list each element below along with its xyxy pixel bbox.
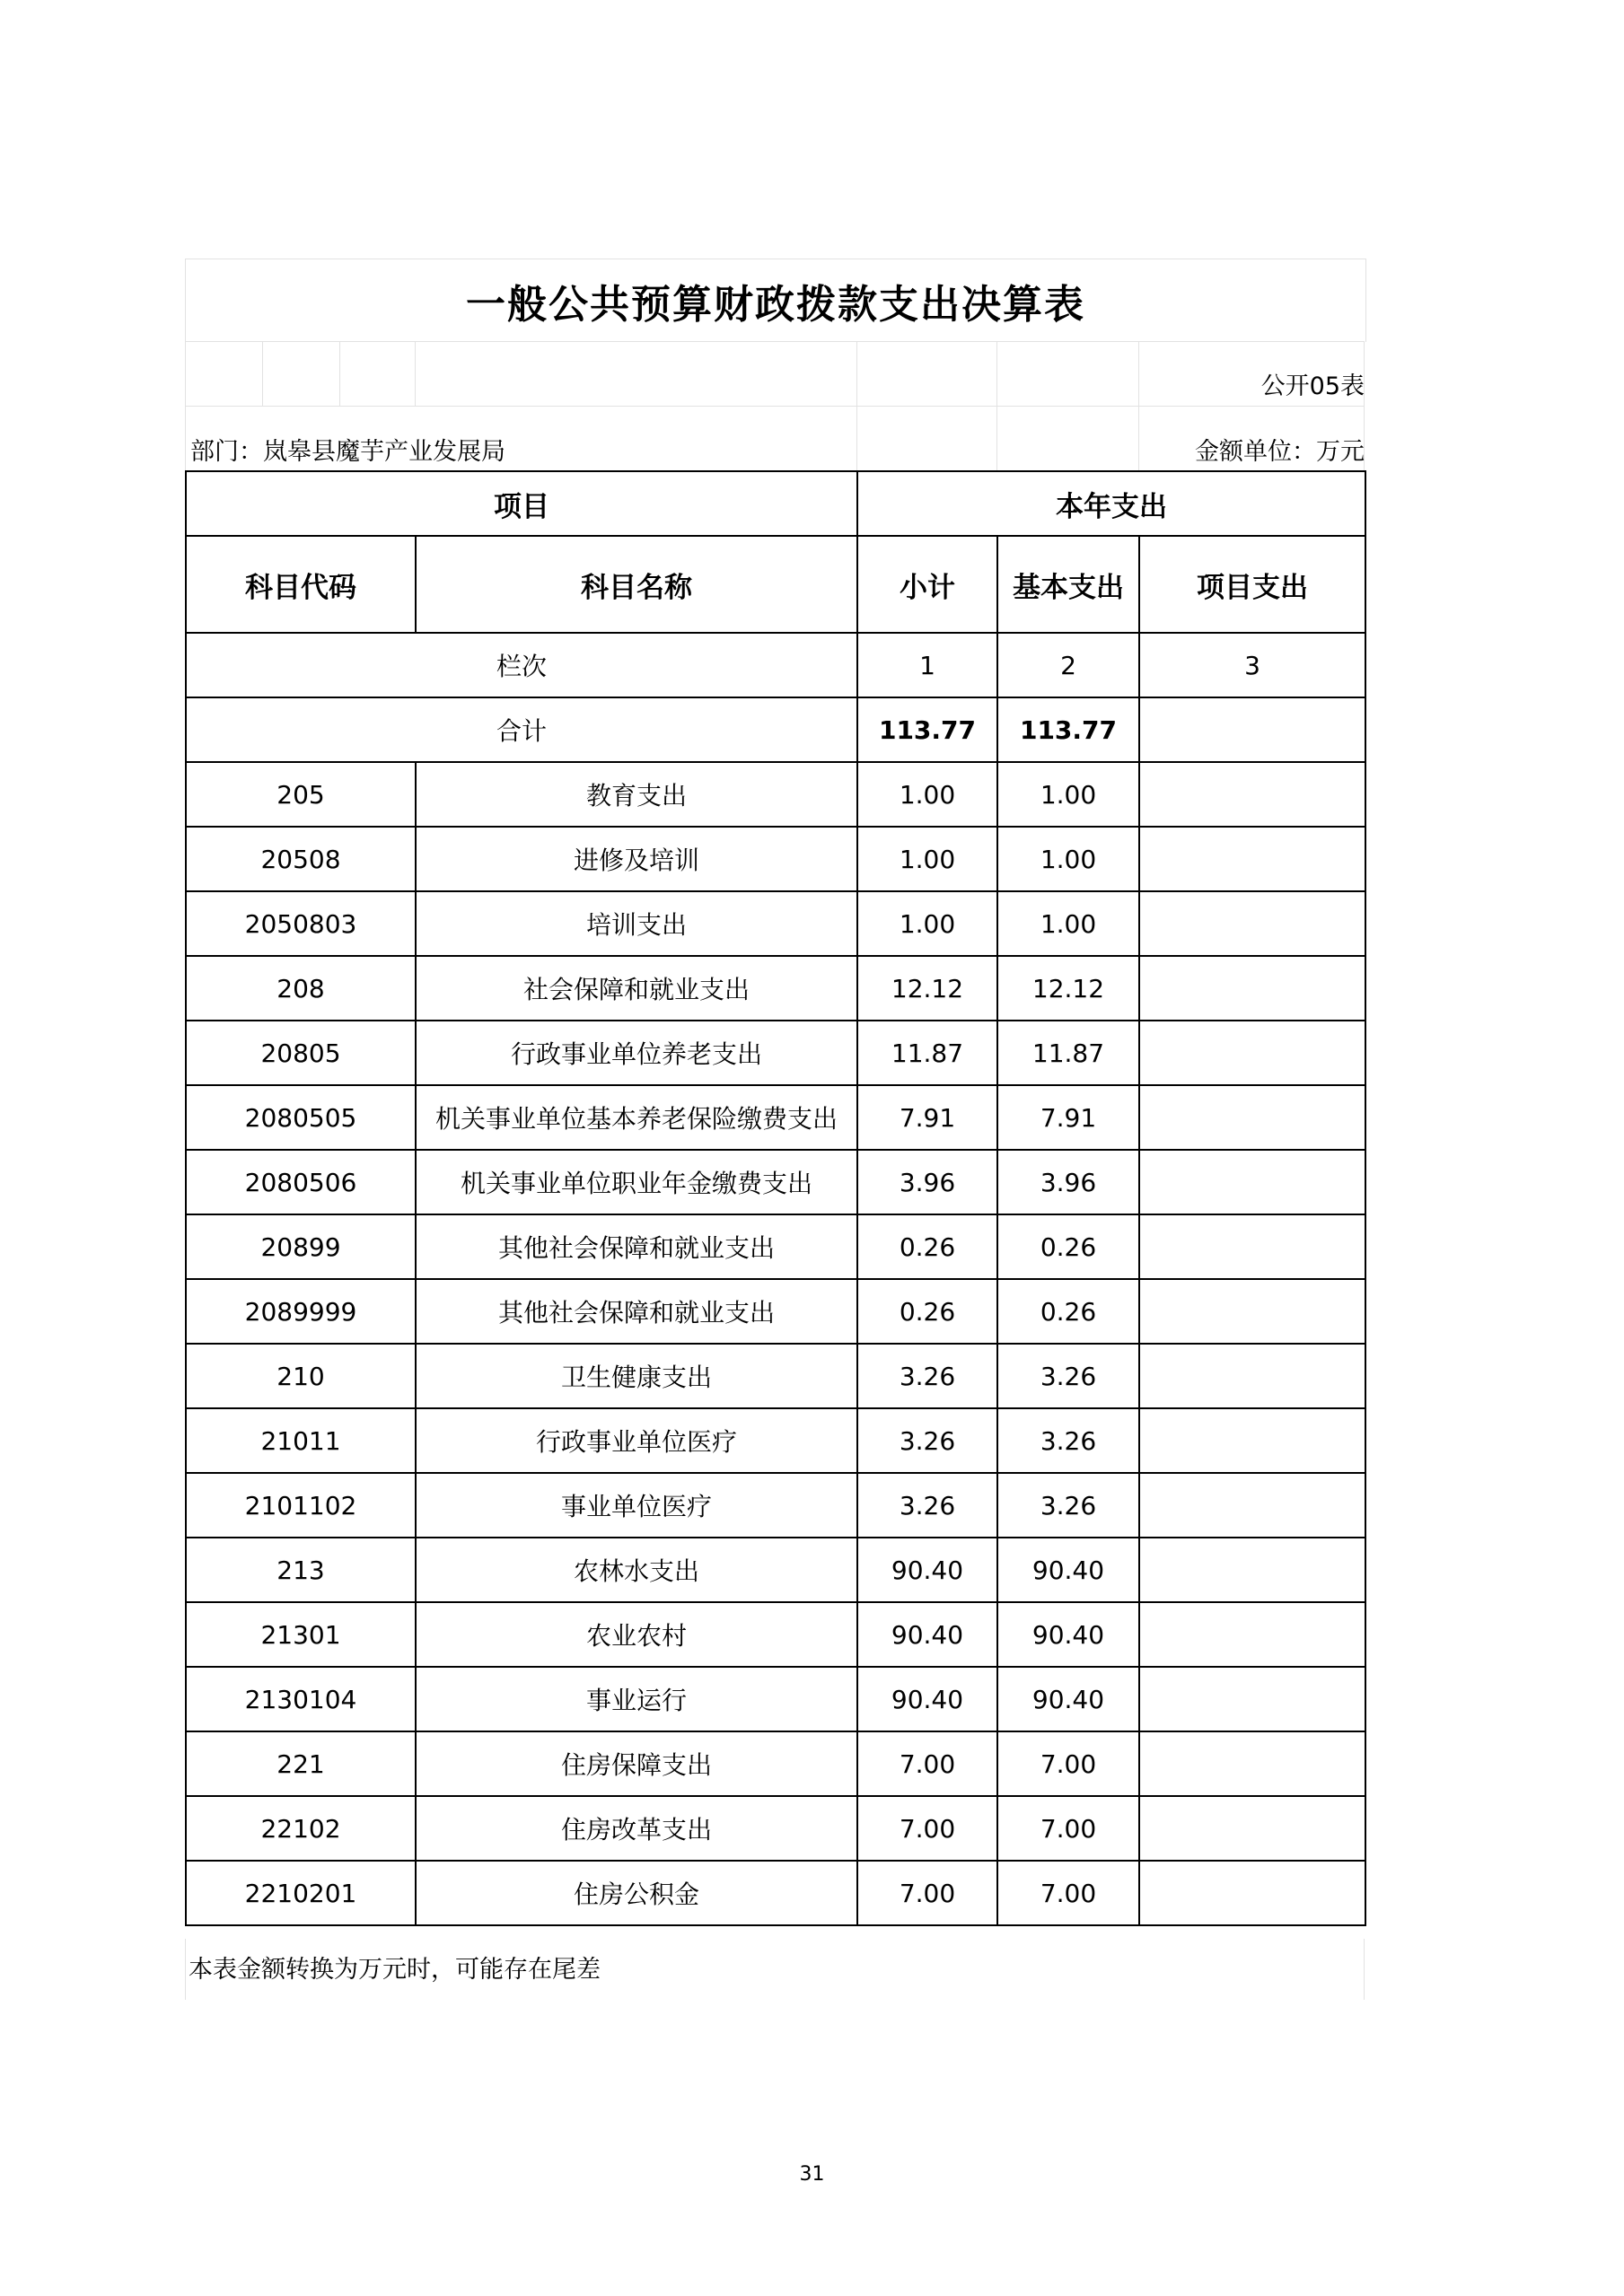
table-row — [186, 1731, 1365, 1796]
row-project — [1139, 956, 1365, 1021]
row-basic: 3.26 — [997, 1473, 1139, 1538]
table-row — [186, 1861, 1365, 1925]
row-subtotal: 7.91 — [857, 1085, 997, 1150]
row-subtotal: 90.40 — [857, 1602, 997, 1667]
column-index-row — [186, 633, 1365, 697]
row-code: 2101102 — [186, 1473, 416, 1538]
row-basic: 0.26 — [997, 1214, 1139, 1279]
row-basic: 7.00 — [997, 1796, 1139, 1861]
project-header: 项目支出 — [1139, 536, 1365, 633]
table-row — [186, 1473, 1365, 1538]
row-code: 213 — [186, 1538, 416, 1602]
row-code: 2050803 — [186, 891, 416, 956]
grid-cell — [996, 341, 1138, 406]
row-code: 210 — [186, 1344, 416, 1408]
row-name: 教育支出 — [416, 762, 857, 827]
total-project — [1139, 697, 1365, 762]
grid-cell — [996, 406, 1138, 470]
table-row — [186, 762, 1365, 827]
total-basic: 113.77 — [997, 697, 1139, 762]
row-code: 21301 — [186, 1602, 416, 1667]
total-row — [186, 697, 1365, 762]
table-row — [186, 1021, 1365, 1085]
row-name: 行政事业单位医疗 — [416, 1408, 857, 1473]
row-subtotal: 90.40 — [857, 1667, 997, 1731]
grid-cell — [339, 341, 415, 406]
row-subtotal: 3.26 — [857, 1408, 997, 1473]
row-basic: 11.87 — [997, 1021, 1139, 1085]
row-subtotal: 0.26 — [857, 1214, 997, 1279]
row-project — [1139, 1214, 1365, 1279]
basic-header: 基本支出 — [997, 536, 1139, 633]
grid-cell — [856, 341, 996, 406]
column-index-1: 1 — [857, 633, 997, 697]
row-code: 22102 — [186, 1796, 416, 1861]
table-row — [186, 1344, 1365, 1408]
table-row — [186, 1408, 1365, 1473]
row-project — [1139, 1021, 1365, 1085]
header-row-1 — [186, 471, 1365, 536]
row-subtotal: 1.00 — [857, 762, 997, 827]
row-basic: 90.40 — [997, 1602, 1139, 1667]
row-project — [1139, 1796, 1365, 1861]
row-subtotal: 12.12 — [857, 956, 997, 1021]
row-name: 进修及培训 — [416, 827, 857, 891]
row-project — [1139, 1408, 1365, 1473]
row-name: 其他社会保障和就业支出 — [416, 1214, 857, 1279]
row-basic: 3.26 — [997, 1408, 1139, 1473]
row-subtotal: 3.26 — [857, 1473, 997, 1538]
row-project — [1139, 891, 1365, 956]
row-name: 行政事业单位养老支出 — [416, 1021, 857, 1085]
row-name: 其他社会保障和就业支出 — [416, 1279, 857, 1344]
row-subtotal: 3.96 — [857, 1150, 997, 1214]
row-basic: 3.96 — [997, 1150, 1139, 1214]
row-subtotal: 7.00 — [857, 1731, 997, 1796]
page-number: 31 — [799, 2163, 825, 2186]
row-project — [1139, 1861, 1365, 1925]
table-row — [186, 1602, 1365, 1667]
row-basic: 7.91 — [997, 1085, 1139, 1150]
row-subtotal: 1.00 — [857, 827, 997, 891]
item-header: 项目 — [186, 471, 857, 536]
table-row — [186, 827, 1365, 891]
grid-cell — [856, 406, 996, 470]
row-basic: 1.00 — [997, 762, 1139, 827]
table-row — [186, 956, 1365, 1021]
row-name: 住房保障支出 — [416, 1731, 857, 1796]
column-index-3: 3 — [1139, 633, 1365, 697]
row-name: 机关事业单位基本养老保险缴费支出 — [416, 1085, 857, 1150]
row-basic: 0.26 — [997, 1279, 1139, 1344]
row-subtotal: 7.00 — [857, 1796, 997, 1861]
row-name: 住房改革支出 — [416, 1796, 857, 1861]
row-basic: 3.26 — [997, 1344, 1139, 1408]
row-project — [1139, 1150, 1365, 1214]
row-code: 20899 — [186, 1214, 416, 1279]
row-code: 2089999 — [186, 1279, 416, 1344]
subtotal-header: 小计 — [857, 536, 997, 633]
row-subtotal: 7.00 — [857, 1861, 997, 1925]
row-code: 208 — [186, 956, 416, 1021]
total-label: 合计 — [186, 697, 857, 762]
row-project — [1139, 1538, 1365, 1602]
table-row — [186, 1279, 1365, 1344]
department-label: 部门：岚皋县魔芋产业发展局 — [190, 438, 505, 466]
row-project — [1139, 1085, 1365, 1150]
row-project — [1139, 1667, 1365, 1731]
row-basic: 90.40 — [997, 1667, 1139, 1731]
row-basic: 7.00 — [997, 1861, 1139, 1925]
row-subtotal: 1.00 — [857, 891, 997, 956]
table-title: 一般公共预算财政拨款支出决算表 — [185, 259, 1366, 342]
row-project — [1139, 1473, 1365, 1538]
row-name: 农业农村 — [416, 1602, 857, 1667]
row-basic: 1.00 — [997, 891, 1139, 956]
row-code: 205 — [186, 762, 416, 827]
table-row — [186, 1085, 1365, 1150]
current-year-header: 本年支出 — [857, 471, 1365, 536]
row-name: 农林水支出 — [416, 1538, 857, 1602]
header-row-2 — [186, 536, 1365, 633]
row-code: 2080505 — [186, 1085, 416, 1150]
row-project — [1139, 1731, 1365, 1796]
grid-cell — [262, 341, 339, 406]
row-code: 20805 — [186, 1021, 416, 1085]
name-header: 科目名称 — [416, 536, 857, 633]
row-code: 221 — [186, 1731, 416, 1796]
column-index-2: 2 — [997, 633, 1139, 697]
row-code: 2080506 — [186, 1150, 416, 1214]
row-project — [1139, 762, 1365, 827]
table-row — [186, 1796, 1365, 1861]
total-subtotal: 113.77 — [857, 697, 997, 762]
row-name: 机关事业单位职业年金缴费支出 — [416, 1150, 857, 1214]
expenditure-table — [185, 470, 1366, 1926]
grid-cell — [185, 341, 262, 406]
row-subtotal: 11.87 — [857, 1021, 997, 1085]
row-project — [1139, 1344, 1365, 1408]
row-project — [1139, 1602, 1365, 1667]
row-project — [1139, 1279, 1365, 1344]
row-project — [1139, 827, 1365, 891]
grid-cell — [415, 341, 856, 406]
table-row — [186, 891, 1365, 956]
row-name: 培训支出 — [416, 891, 857, 956]
row-basic: 90.40 — [997, 1538, 1139, 1602]
code-header: 科目代码 — [186, 536, 416, 633]
table-row — [186, 1538, 1365, 1602]
table-code: 公开05表 — [1260, 372, 1365, 400]
row-name: 事业运行 — [416, 1667, 857, 1731]
unit-label: 金额单位：万元 — [1195, 438, 1365, 466]
row-name: 社会保障和就业支出 — [416, 956, 857, 1021]
row-subtotal: 3.26 — [857, 1344, 997, 1408]
row-basic: 12.12 — [997, 956, 1139, 1021]
row-subtotal: 90.40 — [857, 1538, 997, 1602]
row-name: 住房公积金 — [416, 1861, 857, 1925]
table-row — [186, 1667, 1365, 1731]
row-name: 事业单位医疗 — [416, 1473, 857, 1538]
row-subtotal: 0.26 — [857, 1279, 997, 1344]
row-basic: 1.00 — [997, 827, 1139, 891]
row-basic: 7.00 — [997, 1731, 1139, 1796]
row-code: 20508 — [186, 827, 416, 891]
footnote: 本表金额转换为万元时，可能存在尾差 — [189, 1956, 601, 1984]
column-index-label: 栏次 — [186, 633, 857, 697]
table-row — [186, 1214, 1365, 1279]
row-code: 21011 — [186, 1408, 416, 1473]
row-code: 2130104 — [186, 1667, 416, 1731]
row-name: 卫生健康支出 — [416, 1344, 857, 1408]
table-row — [186, 1150, 1365, 1214]
row-code: 2210201 — [186, 1861, 416, 1925]
code-row — [185, 341, 1365, 406]
